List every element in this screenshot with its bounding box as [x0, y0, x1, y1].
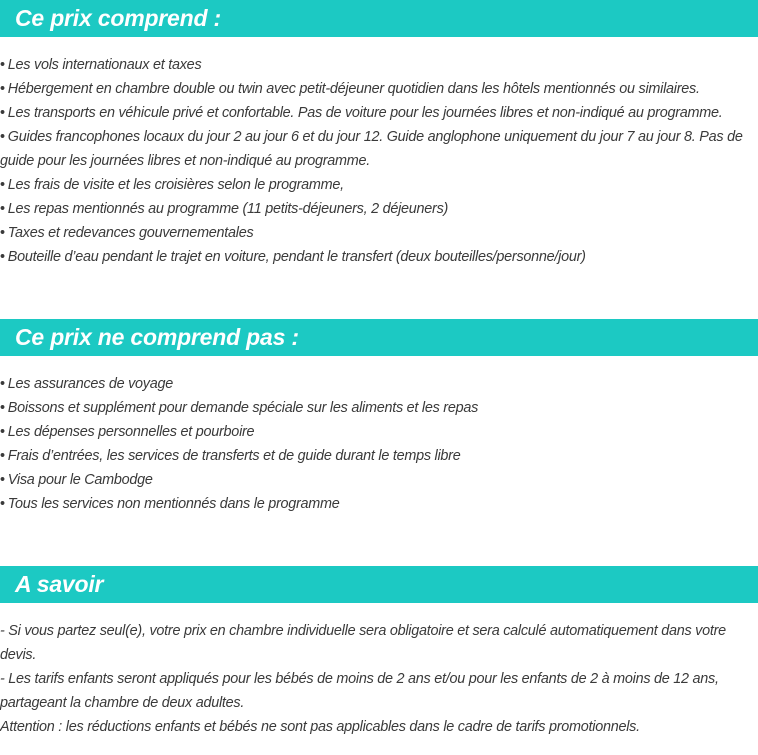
bullet-icon: • — [0, 424, 5, 440]
bullet-icon: • — [0, 448, 5, 464]
list-item: • Visa pour le Cambodge — [0, 472, 153, 488]
list-item: • Taxes et redevances gouvernementales — [0, 225, 254, 241]
bullet-icon: • — [0, 57, 5, 73]
bullet-icon: • — [0, 81, 5, 97]
bullet-icon: • — [0, 249, 5, 265]
bullet-icon: • — [0, 201, 5, 217]
bullet-icon: • — [0, 376, 5, 392]
list-item: • Les vols internationaux et taxes — [0, 57, 202, 73]
bullet-icon: • — [0, 177, 5, 193]
list-item: • Bouteille d’eau pendant le trajet en voiture, pendant le transfert (deux bouteilles/personne/jour) — [0, 249, 586, 265]
bullet-icon: • — [0, 472, 5, 488]
bullet-icon: • — [0, 400, 5, 416]
list-item: • Les assurances de voyage — [0, 376, 173, 392]
list-item: • Frais d’entrées, les services de transferts et de guide durant le temps libre — [0, 448, 461, 464]
bullet-icon: • — [0, 496, 5, 512]
list-item: • Guides francophones locaux du jour 2 au jour 6 et du jour 12. Guide anglophone uniquement du jour 7 au jour 8. Pas de guide pour les journées libres et non-indiqué au programme. — [0, 129, 743, 169]
bullet-icon: • — [0, 225, 5, 241]
bullet-icon: • — [0, 105, 5, 121]
excludes-header: Ce prix ne comprend pas : — [0, 319, 758, 356]
note-line: - Les tarifs enfants seront appliqués pour les bébés de moins de 2 ans et/ou pour les enfants de 2 à moins de 12 ans, partageant la chambre de deux adultes. — [0, 671, 719, 711]
note-line: - Si vous partez seul(e), votre prix en chambre individuelle sera obligatoire et sera calculé automatiquement dans votre devis. — [0, 623, 726, 663]
list-item: • Les frais de visite et les croisières selon le programme, — [0, 177, 344, 193]
bullet-icon: • — [0, 129, 5, 145]
notes-header: A savoir — [0, 566, 758, 603]
includes-header: Ce prix comprend : — [0, 0, 758, 37]
note-line: Attention : les réductions enfants et bébés ne sont pas applicables dans le cadre de tarifs promotionnels. — [0, 719, 640, 735]
list-item: • Les repas mentionnés au programme (11 petits-déjeuners, 2 déjeuners) — [0, 201, 449, 217]
notes-body — [0, 619, 756, 739]
list-item: • Les dépenses personnelles et pourboire — [0, 424, 255, 440]
list-item: • Les transports en véhicule privé et confortable. Pas de voiture pour les journées libres et non-indiqué au programme. — [0, 105, 723, 121]
list-item: • Boissons et supplément pour demande spéciale sur les aliments et les repas — [0, 400, 479, 416]
list-item: • Hébergement en chambre double ou twin avec petit-déjeuner quotidien dans les hôtels mentionnés ou similaires. — [0, 81, 700, 97]
includes-list — [0, 53, 758, 269]
list-item: • Tous les services non mentionnés dans le programme — [0, 496, 340, 512]
excludes-list — [0, 372, 758, 516]
